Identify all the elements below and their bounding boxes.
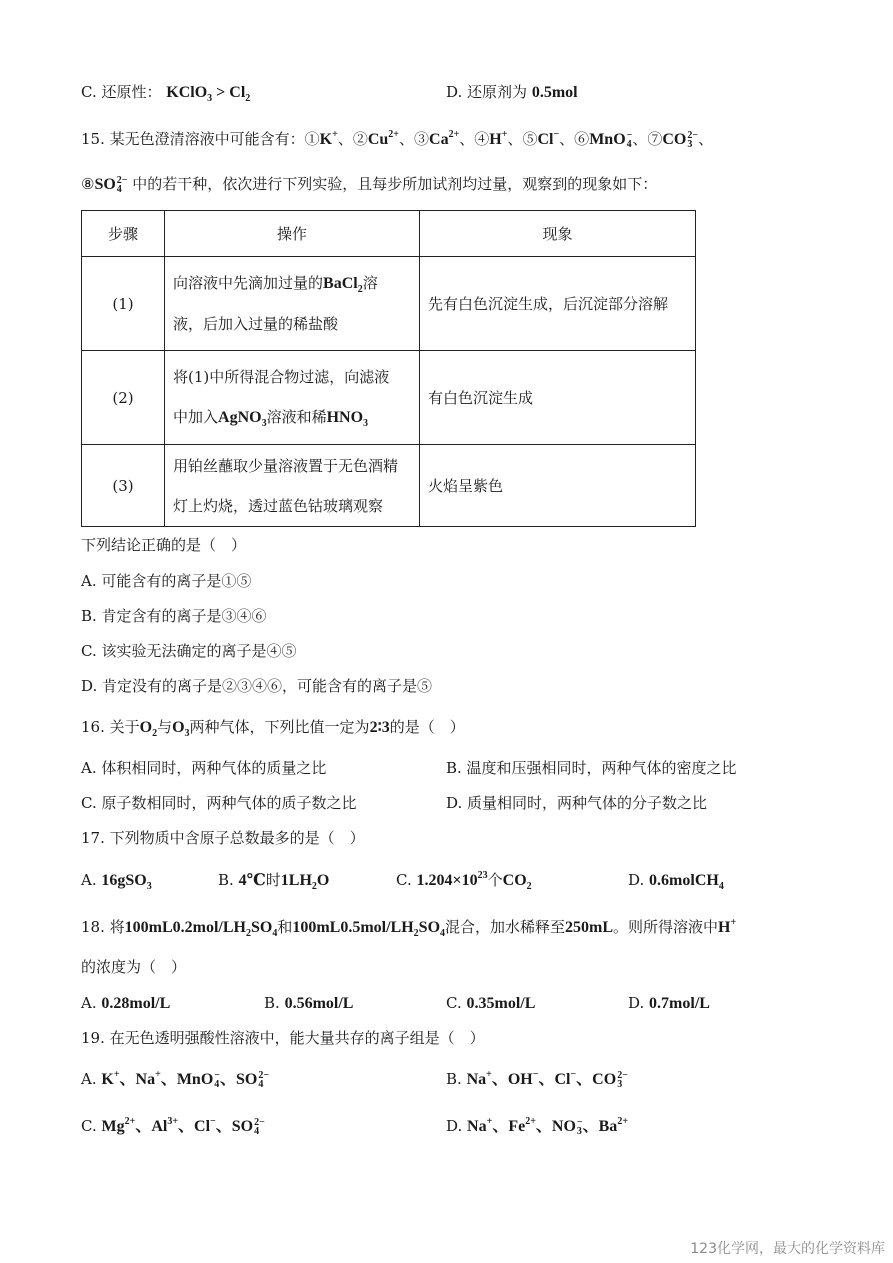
option-18d[interactable]: D. 0.7mol/L [628,994,710,1012]
option-17a[interactable]: A. 16gSO$_3$ [81,871,152,892]
option-19a[interactable]: A. K+、Na+、MnO − 4 、SO 2− 4 [81,1069,270,1091]
option-18b[interactable]: B. 0.56mol/L [264,994,354,1012]
formula: $Mg^{2+}$、$Al^{3+}$、Cl−、SO 2− 4 [101,1116,265,1138]
phenomenon-cell: 有白色沉淀生成 [420,351,696,445]
option-15c[interactable]: C. 该实验无法确定的离子是④⑤ [81,642,297,660]
option-16d[interactable]: D. 质量相同时，两种气体的分子数之比 [446,794,708,812]
ion: $Ca^{2+}$ [429,129,460,148]
ion: H+ [489,129,508,148]
formula: Na+、OH−、Cl−、CO 2− 3 [466,1069,628,1091]
ratio: 2∶3 [369,719,390,736]
option-16a[interactable]: A. 体积相同时，两种气体的质量之比 [81,759,327,777]
question-15-stem-2: ⑧SO 2− 4 中的若干种，依次进行下列实验，且每步所加试剂均过量，观察到的现象如下： [81,175,658,196]
operation-cell: 向溶液中先滴加过量的BaCl$_2$溶 液，后加入过量的稀盐酸 [165,257,420,351]
footer-watermark: 123化学网，最大的化学资料库 [690,1241,885,1257]
option-16c[interactable]: C. 原子数相同时，两种气体的质子数之比 [81,794,357,812]
formula: 0.6molCH$_4$ [649,872,724,892]
option-17c[interactable]: C. $1.204\times 10^{23}$个$CO_2$ [396,870,532,892]
option-18c[interactable]: C. 0.35mol/L [446,994,536,1012]
option-15a[interactable]: A. 可能含有的离子是①⑤ [81,572,252,590]
step-cell: (1) [82,257,165,351]
formula: $O_2$ [139,719,158,739]
table-header-row [82,211,696,257]
table-row [82,445,696,527]
ion: H+ [718,917,737,936]
ion: SO 2− 4 [94,175,128,196]
question-18-stem: 18. 将$100mL0.2mol/LH_2SO_4$和$100mL0.5mol/LH_2SO_4$混合，加水稀释至250mL。则所得溶液中H+ [81,917,737,939]
formula: $CO_2$ [502,872,532,892]
formula: $HNO_3$ [326,409,369,429]
phenomenon-cell: 火焰呈紫色 [420,445,696,527]
formula: $O_3$ [172,719,190,739]
ion: $Cu^{2+}$ [367,129,399,148]
option-14c [81,82,250,103]
header-operation: 操作 [165,211,420,257]
formula: 4℃ [238,872,266,889]
formula: BaCl$_2$ [323,275,363,295]
question-15-stem: 15. 某无色澄清溶液中可能含有：①K+、$②Cu^{2+}$、$③Ca^{2+}$、④H+、⑤Cl−、⑥MnO − 4 、⑦CO 2− 3 、 [81,129,714,151]
question-number: 15. [81,130,105,148]
formula: AgNO$_3$ [218,409,267,429]
question-18-stem-2: 的浓度为（ ） [81,958,187,976]
question-19-stem: 19. 在无色透明强酸性溶液中，能大量共存的离子组是（ ） [81,1029,485,1047]
formula: 0.5mol [531,84,578,101]
formula: K+、Na+、MnO − 4 、SO 2− 4 [101,1069,270,1091]
step-cell: (3) [82,445,165,527]
ion: Cl− [537,129,560,148]
phenomenon-cell: 先有白色沉淀生成，后沉淀部分溶解 [420,257,696,351]
option-label: C. 还原性： [81,83,162,101]
option-15d[interactable]: D. 肯定没有的离子是②③④⑥，可能含有的离子是⑤ [81,677,433,695]
question-15-prompt: 下列结论正确的是（ ） [81,536,247,554]
experiment-table [81,210,696,527]
option-17b[interactable]: B. 4℃时$1LH_2O$ [218,871,330,892]
formula: $100mL0.2mol/LH_2SO_4$ [124,919,278,939]
option-19b[interactable]: B. Na+、OH−、Cl−、CO 2− 3 [446,1069,628,1091]
question-16-stem: 16. 关于$O_2$与$O_3$两种气体，下列比值一定为2∶3的是（ ） [81,718,465,739]
formula: $100mL0.5mol/LH_2SO_4$ [292,919,446,939]
option-14d [446,82,578,103]
option-15b[interactable]: B. 肯定含有的离子是③④⑥ [81,607,267,625]
formula: 250mL [565,919,614,936]
option-19d[interactable]: D. Na+、$Fe^{2+}$、NO − 3 、$Ba^{2+}$ [446,1116,629,1138]
operation-cell: 将(1)中所得混合物过滤，向滤液 中加入AgNO$_3$溶液和稀$HNO_3$ [165,351,420,445]
operation-cell: 用铂丝蘸取少量溶液置于无色酒精 灯上灼烧，透过蓝色钴玻璃观察 [165,445,420,527]
option-19c[interactable]: C. $Mg^{2+}$、$Al^{3+}$、Cl−、SO 2− 4 [81,1116,265,1138]
ion: CO 2− 3 [662,130,699,151]
option-label: D. 还原剂为 [446,83,528,101]
formula: $1LH_2O$ [280,872,330,892]
option-18a[interactable]: A. 0.28mol/L [81,994,171,1012]
table-row [82,351,696,445]
question-text: 某无色澄清溶液中可能含有： [109,130,305,148]
option-17d[interactable]: D. 0.6molCH$_4$ [628,871,724,892]
header-phenomenon: 现象 [420,211,696,257]
formula: 16gSO$_3$ [101,872,152,892]
formula: $1.204\times 10^{23}$ [416,870,488,889]
table-row [82,257,696,351]
step-cell: (2) [82,351,165,445]
header-step: 步骤 [82,211,165,257]
formula: Na+、$Fe^{2+}$、NO − 3 、$Ba^{2+}$ [467,1116,629,1138]
question-text: 中的若干种，依次进行下列实验，且每步所加试剂均过量，观察到的现象如下： [132,175,658,193]
ion: K+ [319,129,338,148]
option-16b[interactable]: B. 温度和压强相同时，两种气体的密度之比 [446,759,737,777]
ion: MnO − 4 [589,130,633,151]
question-17-stem: 17. 下列物质中含原子总数最多的是（ ） [81,829,365,847]
formula: KClO$_3$ > $Cl_2$ [166,84,251,104]
